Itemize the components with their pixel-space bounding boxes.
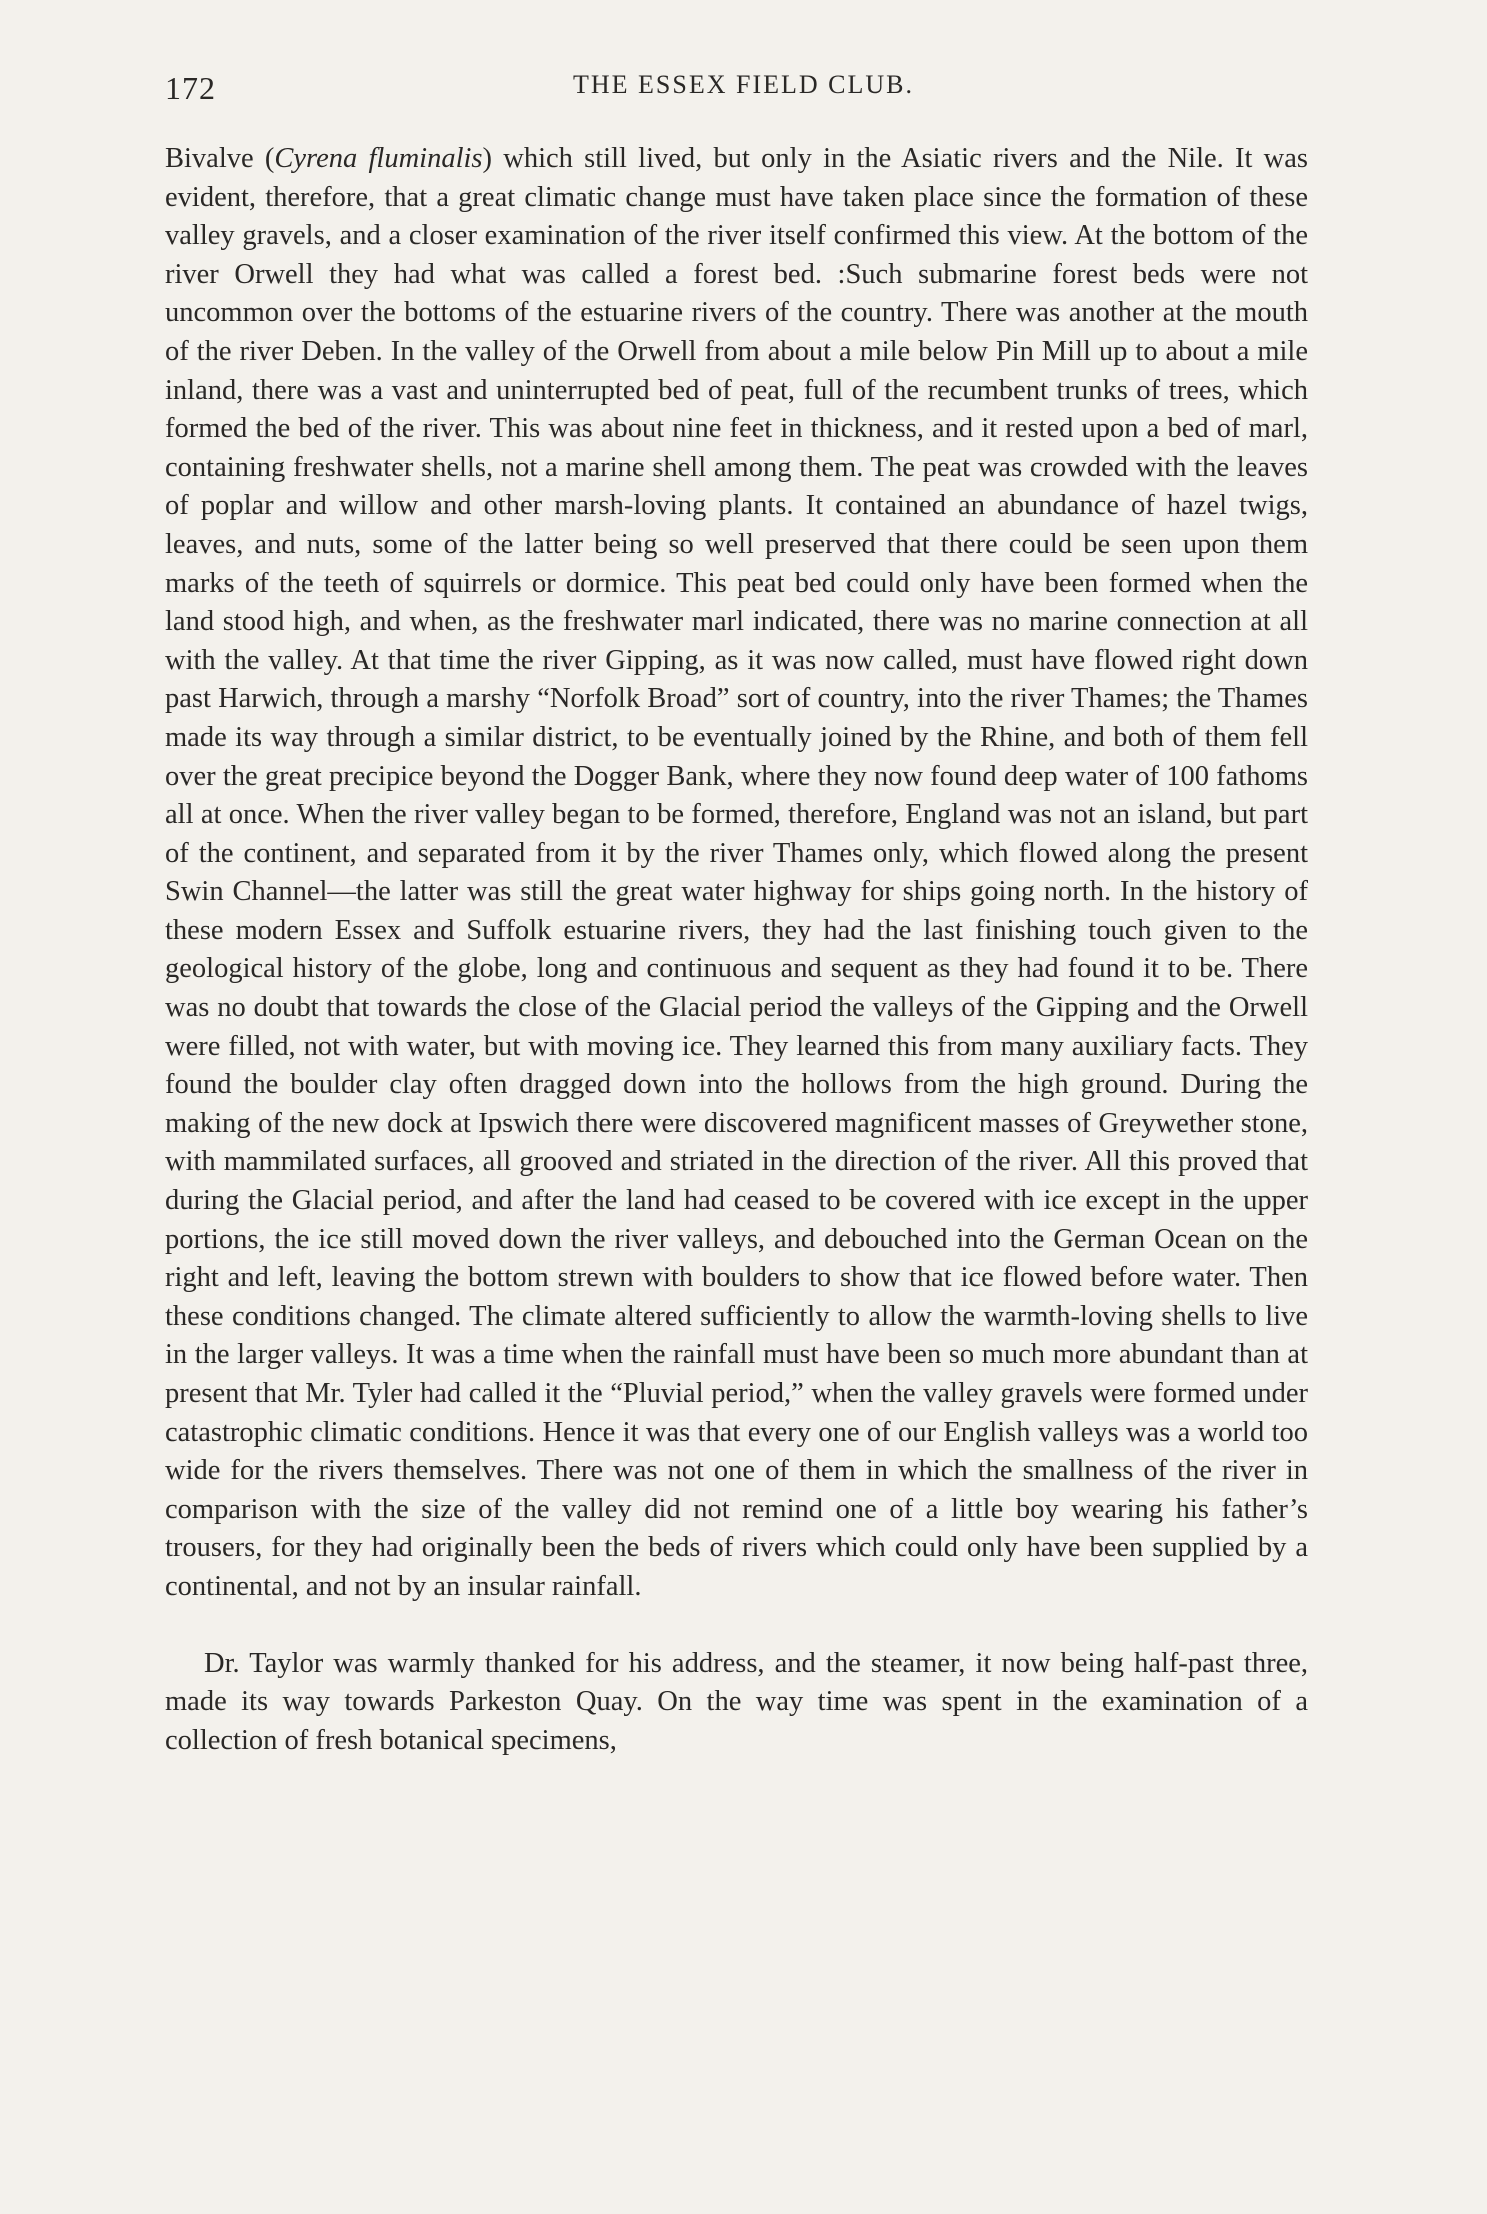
paragraph-2: Dr. Taylor was warmly thanked for his address, and the steamer, it now being half-past three, made its way towards Parkeston Quay. On the way time was spent in the examination of a collection of fresh botanical specimens, — [165, 1647, 1308, 1756]
running-title: THE ESSEX FIELD CLUB. — [573, 70, 914, 99]
body-text — [165, 140, 1308, 1760]
species-name: Cyrena fluminalis — [274, 143, 483, 174]
paragraph-1-rest: ) which still lived, but only in the Asiatic rivers and the Nile. It was evident, therefore, that a great climatic change must have taken place since the formation of these valley gravels, and a closer examination of the river itself confirmed this view. At the bottom of the river Orwell they had what was called a forest bed. :Such submarine forest beds were not uncommon over the bottoms of the estuarine rivers of the country. There was another at the mouth of the river Deben. In the valley of the Orwell from about a mile below Pin Mill up to about a mile inland, there was a vast and uninterrupted bed of peat, full of the recumbent trunks of trees, which formed the bed of the river. This was about nine feet in thickness, and it rested upon a bed of marl, containing freshwater shells, not a marine shell among them. The peat was crowded with the leaves of poplar and willow and other marsh-loving plants. It contained an abundance of hazel twigs, leaves, and nuts, some of the latter being so well preserved that there could be seen upon them marks of the teeth of squirrels or dormice. This peat bed could only have been formed when the land stood high, and when, as the freshwater marl indicated, there was no marine connection at all with the valley. At that time the river Gipping, as it was now called, must have flowed right down past Harwich, through a marshy “Norfolk Broad” sort of country, into the river Thames; the Thames made its way through a similar district, to be eventually joined by the Rhine, and both of them fell over the great precipice beyond the Dogger Bank, where they now found deep water of 100 fathoms all at once. When the river valley began to be formed, therefore, England was not an island, but part of the continent, and separated from it by the river Thames only, which flowed along the present Swin Channel—the latter was still the great water highway for ships going north. In the history of these modern Essex and Suffolk estuarine rivers, they had the last finishing touch given to the geological history of the globe, long and continuous and sequent as they had found it to be. There was no doubt that towards the close of the Glacial period the valleys of the Gipping and the Orwell were filled, not with water, but with moving ice. They learned this from many auxiliary facts. They found the boulder clay often dragged down into the hollows from the high ground. During the making of the new dock at Ipswich there were discovered magnificent masses of Greywether stone, with mammilated surfaces, all grooved and striated in the direction of the river. All this proved that during the Glacial period, and after the land had ceased to be covered with ice except in the upper portions, the ice still moved down the river valleys, and debouched into the German Ocean on the right and left, leaving the bottom strewn with boulders to show that ice flowed before water. Then these conditions changed. The climate altered sufficiently to allow the warmth-loving shells to live in the larger valleys. It was a time when the rainfall must have been so much more abundant than at present that Mr. Tyler had called it the “Pluvial period,” when the valley gravels were formed under catastrophic climatic conditions. Hence it was that every one of our English valleys was a world too wide for the rivers themselves. There was not one of them in which the smallness of the river in comparison with the size of the valley did not remind one of a little boy wearing his father’s trousers, for they had originally been the beds of rivers which could only have been supplied by a continental, and not by an insular rainfall. — [165, 143, 1308, 1602]
paragraph-1-lead: Bivalve ( — [165, 143, 275, 174]
paragraph-1 — [165, 140, 1308, 1607]
page-number: 172 — [165, 70, 216, 106]
